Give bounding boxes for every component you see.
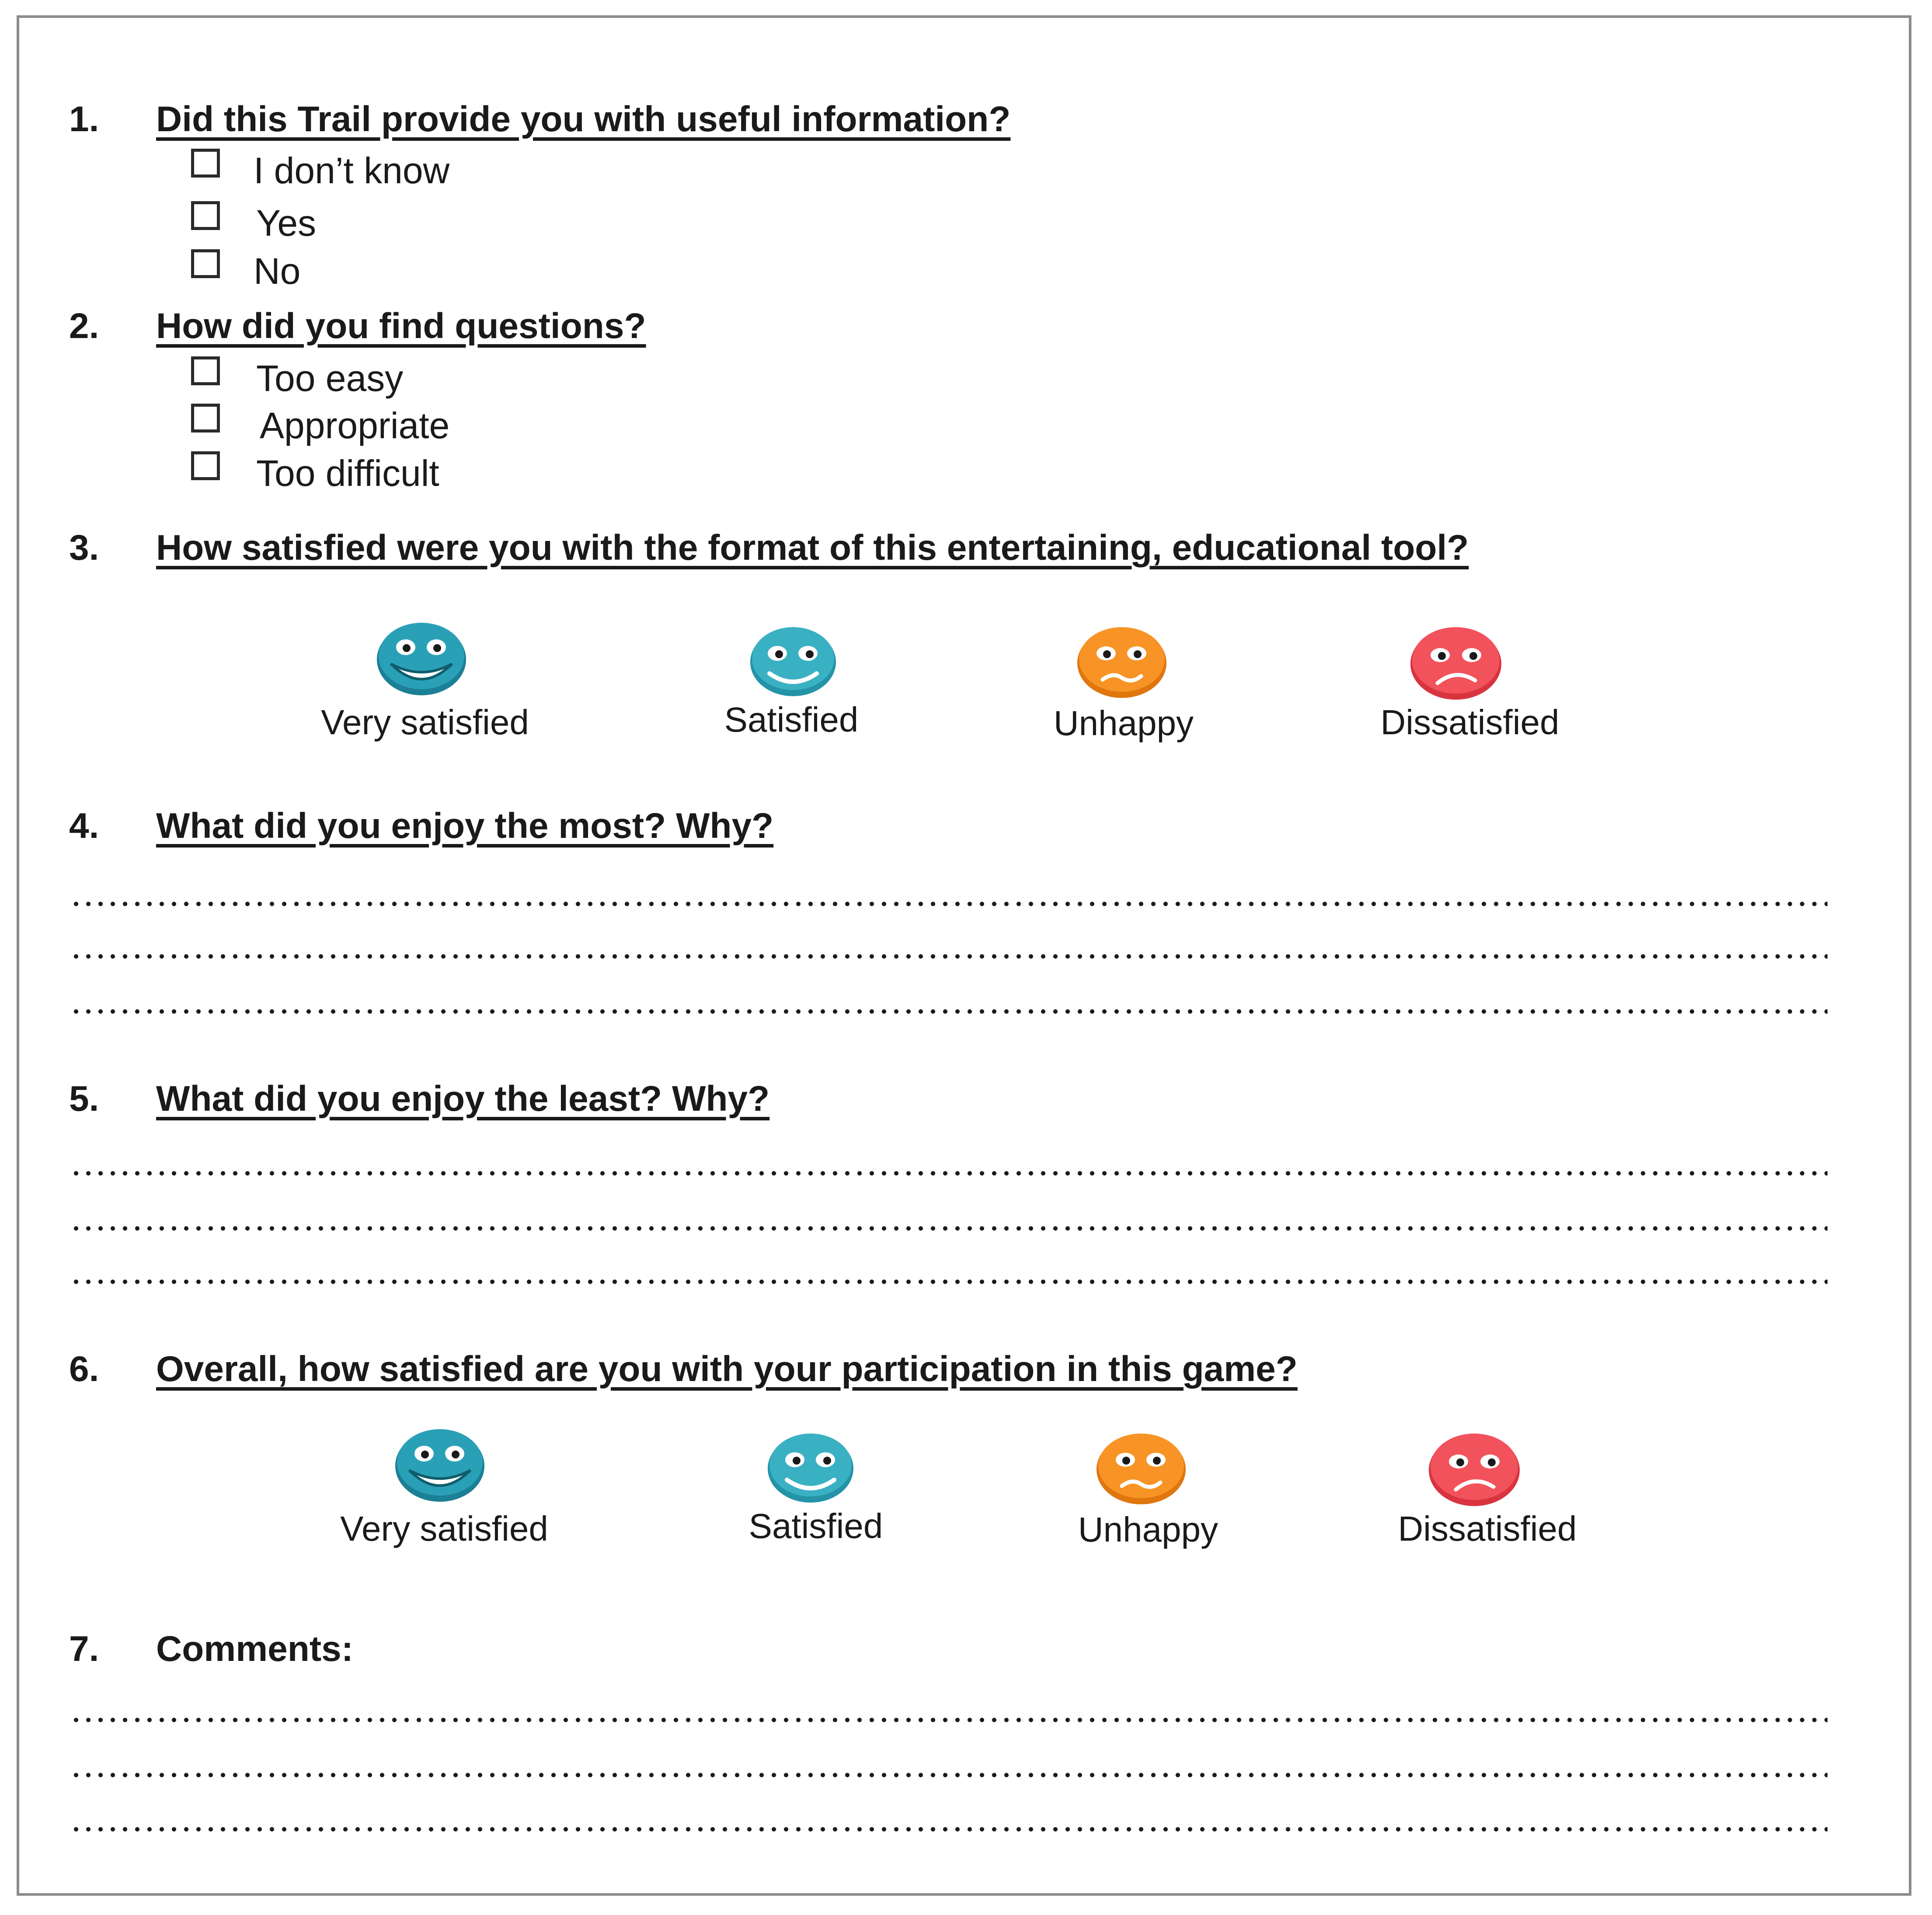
q2-option-2-label: Appropriate (260, 405, 450, 446)
q1-option-3-label: No (254, 251, 301, 292)
q6-satisfied-label: Satisfied (748, 1507, 883, 1545)
very-satisfied-face-icon[interactable] (375, 620, 468, 697)
q2-option-1-label: Too easy (256, 358, 404, 399)
question-2-number: 2. (69, 306, 99, 346)
question-5-number: 5. (69, 1079, 99, 1119)
q3-dissatisfied-label: Dissatisfied (1380, 703, 1560, 742)
q6-unhappy-label: Unhappy (1078, 1510, 1218, 1549)
question-4-number: 4. (69, 806, 99, 846)
question-4-text: What did you enjoy the most? Why? (156, 806, 774, 846)
q4-answer-line-2[interactable] (70, 953, 1828, 959)
dissatisfied-face-icon[interactable] (1427, 1431, 1521, 1508)
q7-answer-line-3[interactable] (70, 1826, 1828, 1832)
question-7-number: 7. (69, 1629, 99, 1669)
question-2-text: How did you find questions? (156, 306, 646, 346)
q2-option-3-label: Too difficult (256, 453, 439, 494)
q6-dissatisfied-label: Dissatisfied (1398, 1509, 1577, 1548)
q4-answer-line-3[interactable] (70, 1008, 1828, 1015)
very-satisfied-face-icon[interactable] (393, 1427, 486, 1503)
q6-very-satisfied-label: Very satisfied (340, 1509, 548, 1548)
q7-answer-line-2[interactable] (70, 1772, 1828, 1778)
question-7-text: Comments: (156, 1629, 354, 1669)
q3-unhappy-label: Unhappy (1053, 704, 1194, 743)
q5-answer-line-3[interactable] (70, 1279, 1828, 1285)
dissatisfied-face-icon[interactable] (1409, 624, 1503, 701)
q5-answer-line-2[interactable] (70, 1225, 1828, 1231)
unhappy-face-icon[interactable] (1095, 1431, 1187, 1506)
q2-option-2-checkbox[interactable] (191, 404, 220, 433)
unhappy-face-icon[interactable] (1076, 624, 1168, 700)
q3-very-satisfied-label: Very satisfied (321, 703, 529, 742)
q2-option-1-checkbox[interactable] (191, 356, 220, 385)
question-1-number: 1. (69, 99, 99, 139)
question-5-text: What did you enjoy the least? Why? (156, 1079, 770, 1119)
q1-option-3-checkbox[interactable] (191, 249, 220, 278)
q4-answer-line-1[interactable] (70, 901, 1828, 907)
q1-option-2-checkbox[interactable] (191, 201, 220, 230)
q1-option-2-label: Yes (256, 202, 317, 244)
satisfied-face-icon[interactable] (766, 1431, 855, 1504)
q7-answer-line-1[interactable] (70, 1717, 1828, 1723)
question-3-number: 3. (69, 528, 99, 568)
satisfied-face-icon[interactable] (748, 624, 838, 698)
question-1-text: Did this Trail provide you with useful information? (156, 99, 1011, 139)
q2-option-3-checkbox[interactable] (191, 451, 220, 480)
question-6-text: Overall, how satisfied are you with your participation in this game? (156, 1349, 1298, 1389)
q1-option-1-label: I don’t know (254, 150, 450, 191)
q1-option-1-checkbox[interactable] (191, 149, 220, 178)
question-3-text: How satisfied were you with the format of this entertaining, educational tool? (156, 528, 1469, 568)
q5-answer-line-1[interactable] (70, 1170, 1828, 1176)
question-6-number: 6. (69, 1349, 99, 1389)
q3-satisfied-label: Satisfied (724, 700, 859, 739)
